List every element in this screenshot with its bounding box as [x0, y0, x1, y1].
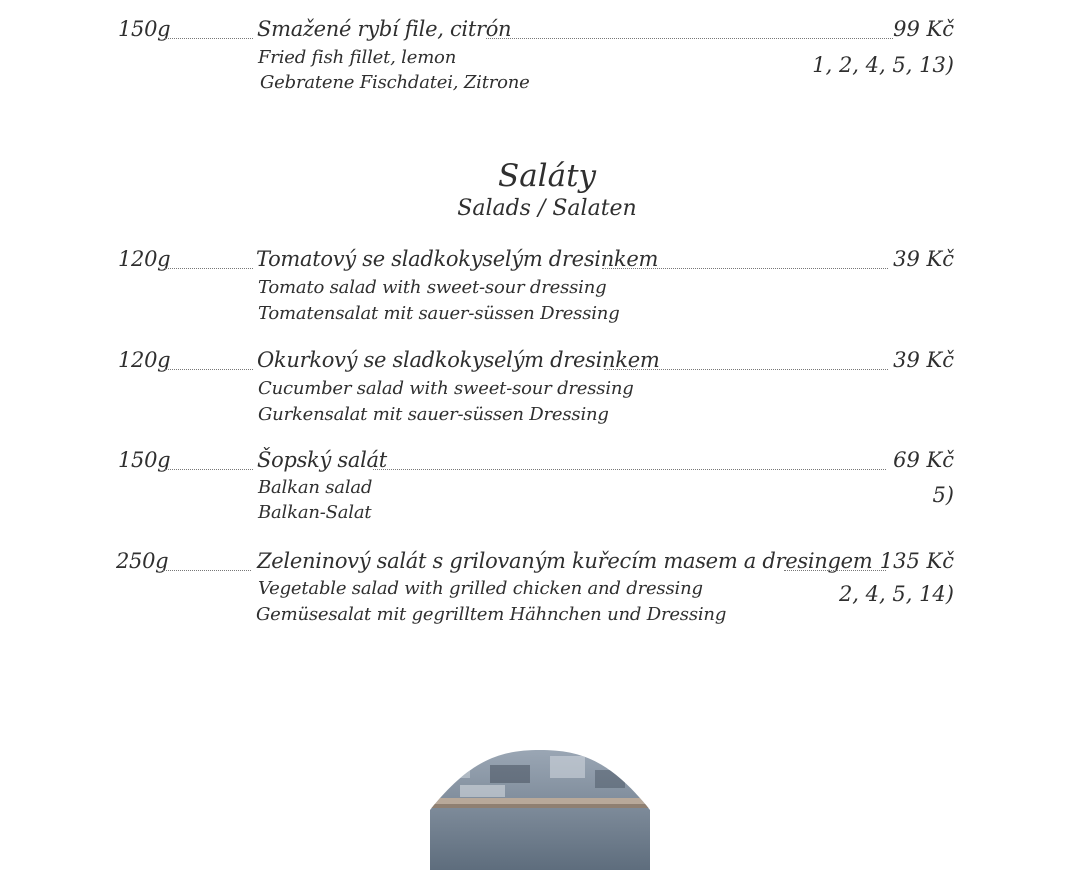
item-price: 69 Kč	[893, 448, 954, 472]
item-name-cz: Okurkový se sladkokyselým dresinkem	[257, 348, 660, 372]
salad-photo	[430, 750, 650, 870]
dot-leader	[602, 268, 888, 269]
item-price: 39 Kč	[893, 348, 954, 372]
item-price: 135 Kč	[879, 549, 954, 573]
item-name-cz: Tomatový se sladkokyselým dresinkem	[256, 247, 659, 271]
item-weight: 120g	[118, 348, 171, 372]
item-name-en: Vegetable salad with grilled chicken and dressing	[258, 578, 703, 599]
item-price: 39 Kč	[893, 247, 954, 271]
section-title: Saláty	[497, 158, 597, 194]
item-name-de: Balkan-Salat	[258, 502, 372, 523]
dot-leader	[373, 469, 886, 470]
item-allergens: 5)	[932, 483, 954, 507]
item-name-de: Tomatensalat mit sauer-süssen Dressing	[258, 303, 620, 324]
dot-leader	[163, 570, 251, 571]
item-name-en: Fried fish fillet, lemon	[258, 47, 457, 68]
item-name-cz: Zeleninový salát s grilovaným kuřecím masem a dresingem	[257, 549, 873, 573]
item-name-cz: Šopský salát	[257, 448, 387, 472]
item-name-de: Gurkensalat mit sauer-süssen Dressing	[258, 404, 609, 425]
item-name-de: Gebratene Fischdatei, Zitrone	[260, 72, 530, 93]
dot-leader	[165, 38, 253, 39]
item-name-en: Cucumber salad with sweet-sour dressing	[258, 378, 634, 399]
item-weight: 150g	[118, 17, 171, 41]
dot-leader	[165, 268, 253, 269]
item-allergens: 2, 4, 5, 14)	[838, 582, 954, 606]
dot-leader	[165, 469, 253, 470]
dot-leader	[784, 570, 886, 571]
item-name-cz: Smažené rybí file, citrón	[257, 17, 512, 41]
dot-leader	[604, 369, 888, 370]
item-price: 99 Kč	[893, 17, 954, 41]
item-name-en: Tomato salad with sweet-sour dressing	[258, 277, 607, 298]
salad-photo-image	[430, 750, 650, 870]
section-subtitle: Salads / Salaten	[457, 196, 637, 221]
item-weight: 120g	[118, 247, 171, 271]
item-name-de: Gemüsesalat mit gegrilltem Hähnchen und Dressing	[256, 604, 727, 625]
dot-leader	[486, 38, 893, 39]
item-weight: 150g	[118, 448, 171, 472]
item-weight: 250g	[116, 549, 169, 573]
item-allergens: 1, 2, 4, 5, 13)	[812, 53, 954, 77]
item-name-en: Balkan salad	[258, 477, 373, 498]
dot-leader	[165, 369, 253, 370]
